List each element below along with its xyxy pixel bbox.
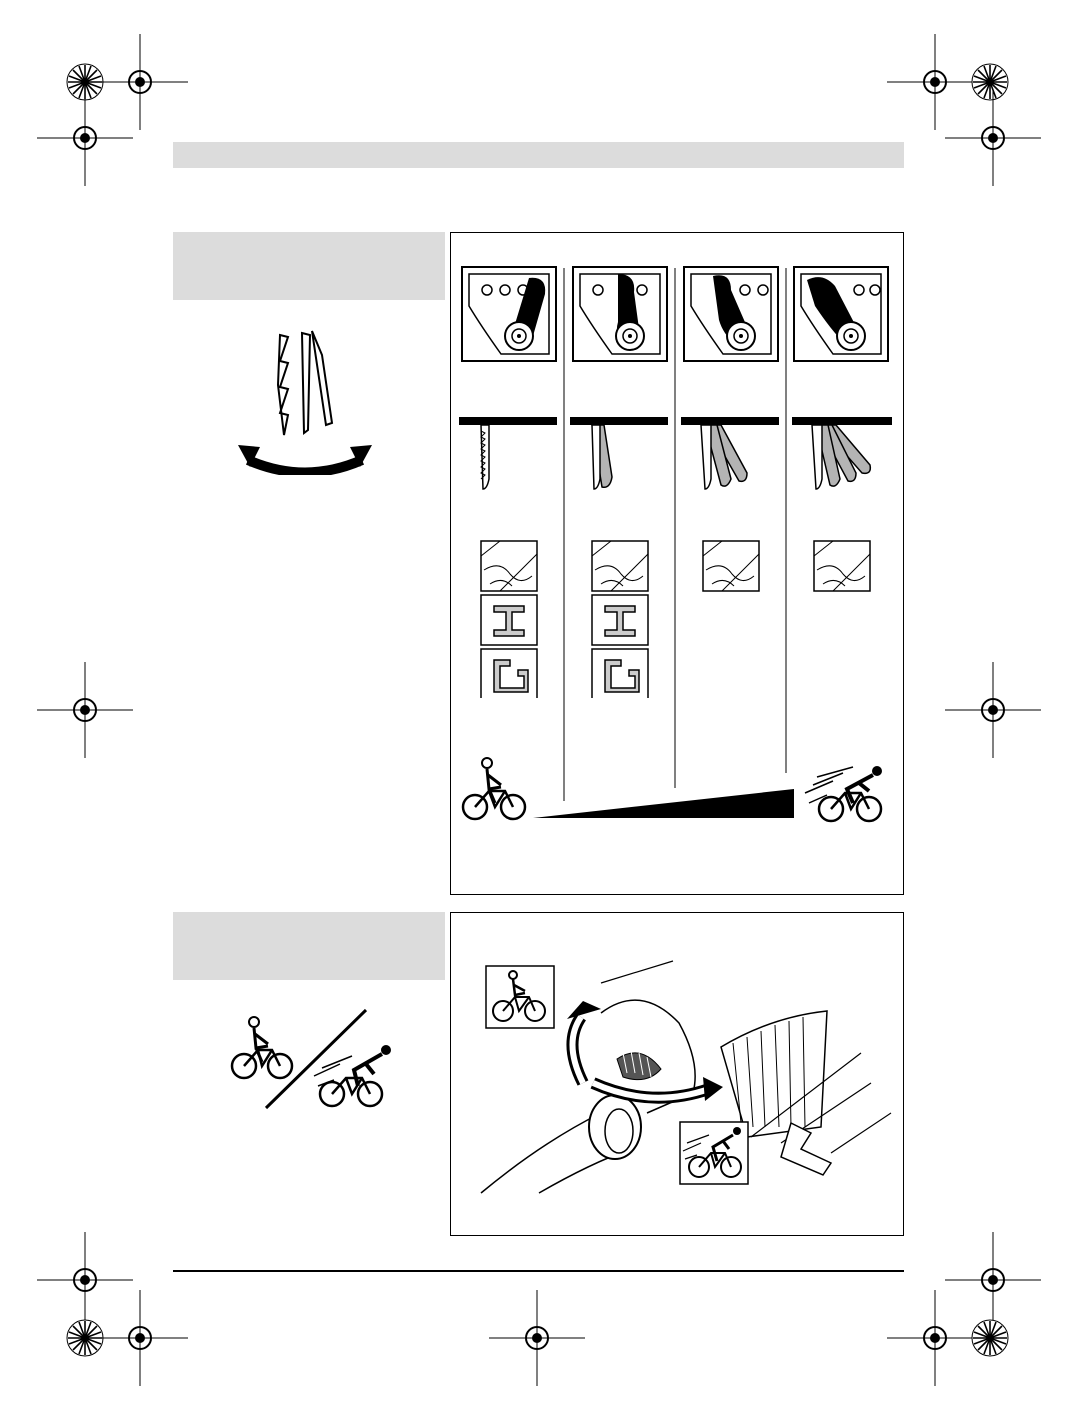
dial-icon	[461, 266, 557, 362]
dial-setting-2	[683, 266, 779, 362]
wood-icon	[592, 541, 648, 591]
blade-swing-2	[681, 417, 779, 497]
aluminium-profile-icon	[481, 649, 537, 698]
fast-cyclist-icon	[679, 1121, 749, 1185]
dial-setting-3	[793, 266, 889, 362]
section-two-label-panel	[173, 912, 445, 980]
fast-cyclist-icon	[314, 1045, 391, 1106]
speed-range-icon	[226, 1008, 416, 1112]
materials-column-3	[813, 540, 871, 594]
blade-swing-0	[459, 417, 557, 497]
slow-cyclist-icon	[232, 1017, 292, 1078]
section-one-label-panel	[173, 232, 445, 300]
pendulum-action-icon	[230, 325, 380, 475]
slow-cyclist-icon	[485, 965, 555, 1029]
blade-swing-3	[792, 417, 892, 497]
wood-icon	[814, 541, 870, 591]
steel-profile-icon	[592, 595, 648, 645]
slow-cyclist-icon	[461, 757, 529, 821]
dial-icon	[683, 266, 779, 362]
fast-cyclist-icon	[803, 763, 893, 823]
dial-icon	[572, 266, 668, 362]
blade-swing-1	[570, 417, 668, 497]
aluminium-profile-icon	[592, 649, 648, 698]
materials-column-2	[702, 540, 760, 594]
header-bar	[173, 142, 904, 168]
dial-setting-0	[461, 266, 557, 362]
materials-column-0	[480, 540, 538, 698]
dial-setting-1	[572, 266, 668, 362]
wood-icon	[703, 541, 759, 591]
dial-icon	[793, 266, 889, 362]
materials-column-1	[591, 540, 649, 698]
wood-icon	[481, 541, 537, 591]
speed-control-figure	[450, 912, 904, 1236]
steel-profile-icon	[481, 595, 537, 645]
footer-rule	[173, 1270, 904, 1272]
pendulum-settings-figure	[450, 232, 904, 895]
speed-wedge	[533, 789, 794, 818]
